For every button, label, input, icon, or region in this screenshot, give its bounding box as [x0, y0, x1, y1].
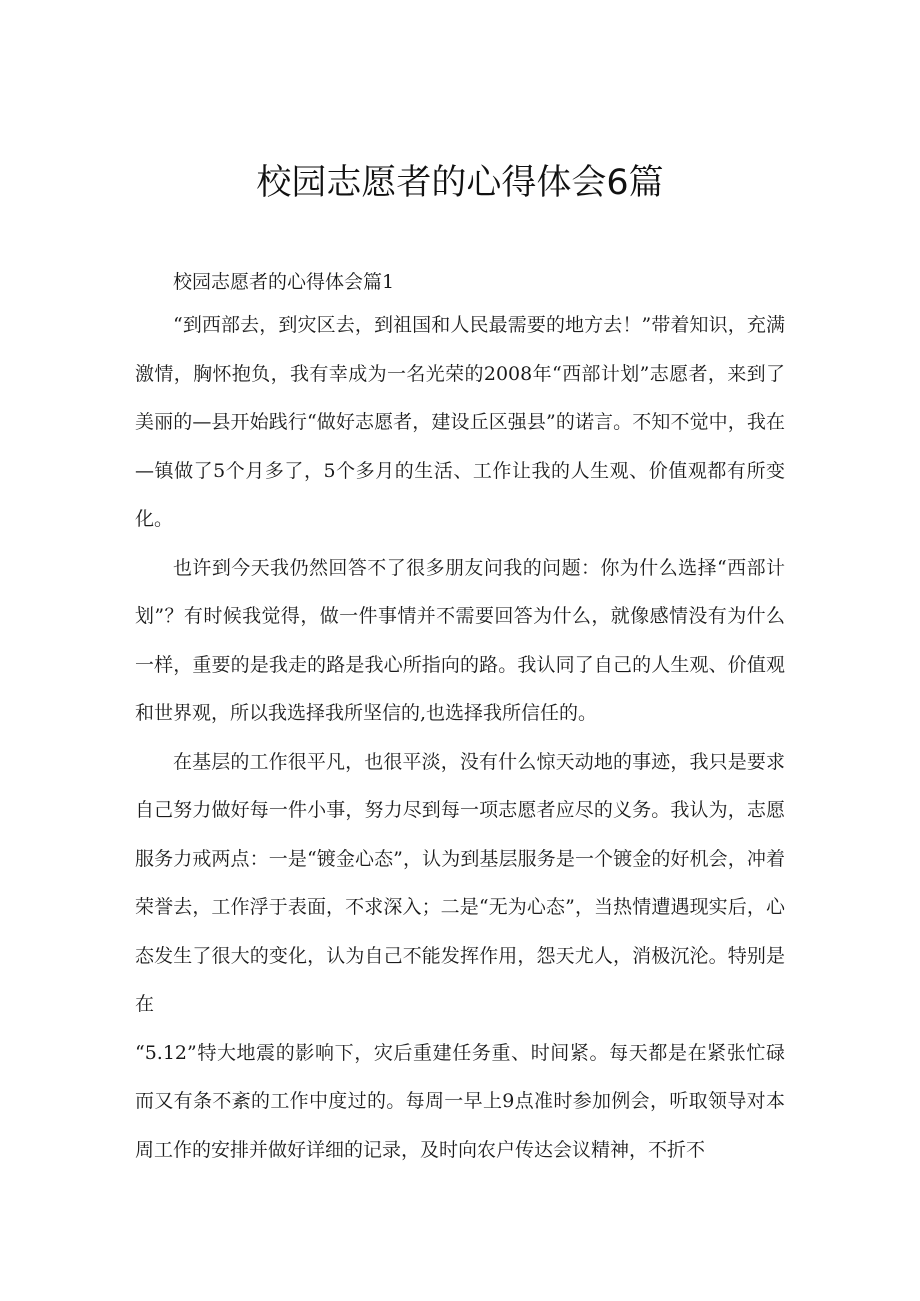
document-body [135, 263, 785, 1174]
paragraph-4: “5.12”特大地震的影响下，灾后重建任务重、时间紧。每天都是在紧张忙碌而又有条不紊的工作中度过的。每周一早上9点准时参加例会，听取领导对本周工作的安排并做好详细的记录，及时向农户传达会议精神，不折不 [135, 1041, 785, 1161]
paragraph-2: 也许到今天我仍然回答不了很多朋友问我的问题：你为什么选择“西部计划”？有时候我觉得，做一件事情并不需要回答为什么，就像感情没有为什么一样，重要的是我走的路是我心所指向的路。我认同了自己的人生观、价值观和世界观，所以我选择我所坚信的,也选择我所信任的。 [135, 556, 785, 724]
paragraph-3: 在基层的工作很平凡，也很平淡，没有什么惊天动地的事迹，我只是要求自己努力做好每一件小事，努力尽到每一项志愿者应尽的义务。我认为，志愿服务力戒两点：一是“镀金心态”，认为到基层服务是一个镀金的好机会，冲着荣誉去，工作浮于表面，不求深入；二是“无为心态”，当热情遭遇现实后，心态发生了很大的变化，认为自己不能发挥作用，怨天尤人，消极沉沦。特别是在 [135, 750, 785, 1015]
section-heading: 校园志愿者的心得体会篇1 [173, 271, 395, 293]
paragraph-1: “到西部去，到灾区去，到祖国和人民最需要的地方去！”带着知识，充满激情，胸怀抱负，我有幸成为一名光荣的2008年“西部计划”志愿者，来到了美丽的—县开始践行“做好志愿者，建设丘区强县”的诺言。不知不觉中，我在—镇做了5个月多了，5个多月的生活、工作让我的人生观、价值观都有所变化。 [135, 314, 785, 530]
document-title: 校园志愿者的心得体会6篇 [256, 163, 664, 203]
